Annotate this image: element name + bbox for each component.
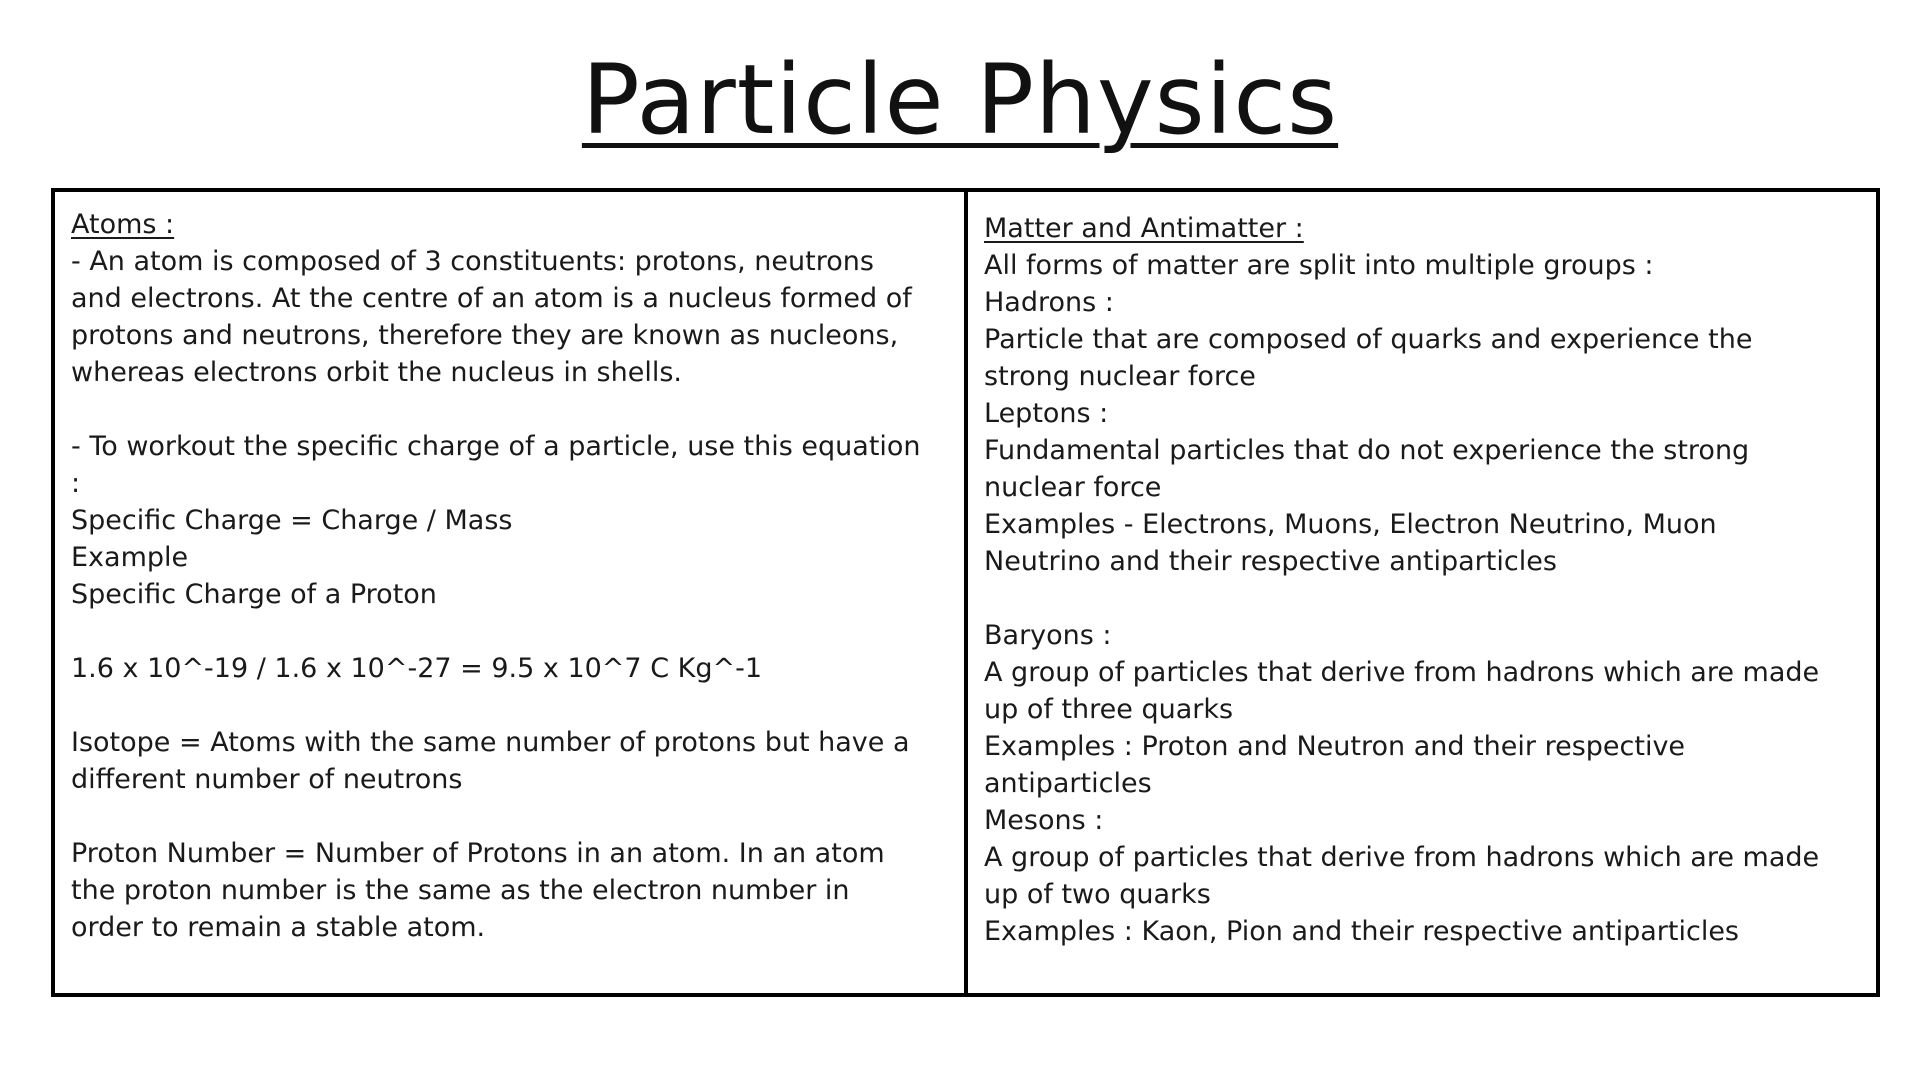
text-line: - To workout the specific charge of a particle, use this equation xyxy=(71,431,921,462)
text-line: Examples - Electrons, Muons, Electron Neutrino, Muon xyxy=(984,509,1717,540)
text-line: : xyxy=(71,468,81,499)
page-title xyxy=(0,40,1920,160)
text-line: protons and neutrons, therefore they are known as nucleons, xyxy=(71,320,899,351)
spacer xyxy=(71,798,948,835)
text-line: different number of neutrons xyxy=(71,764,463,795)
spacer xyxy=(984,580,1860,617)
matter-antimatter-heading: Matter and Antimatter : xyxy=(984,213,1304,244)
proton-number-paragraph xyxy=(71,835,948,946)
groups-paragraph xyxy=(984,247,1860,580)
text-line: up of three quarks xyxy=(984,694,1234,725)
text-line: Leptons : xyxy=(984,398,1109,429)
text-line: the proton number is the same as the electron number in xyxy=(71,875,850,906)
text-line: Examples : Kaon, Pion and their respective antiparticles xyxy=(984,916,1739,947)
text-line: All forms of matter are split into multiple groups : xyxy=(984,250,1654,281)
text-line: order to remain a stable atom. xyxy=(71,912,486,943)
text-line: antiparticles xyxy=(984,768,1152,799)
text-line: Specific Charge = Charge / Mass xyxy=(71,505,513,536)
text-line: Hadrons : xyxy=(984,287,1114,318)
notes-table xyxy=(51,188,1880,997)
text-line: Isotope = Atoms with the same number of protons but have a xyxy=(71,727,910,758)
atoms-column xyxy=(55,192,968,993)
text-line: Example xyxy=(71,542,189,573)
text-line: nuclear force xyxy=(984,472,1162,503)
text-line: Neutrino and their respective antiparticles xyxy=(984,546,1557,577)
text-line: Particle that are composed of quarks and experience the xyxy=(984,324,1753,355)
page-title-text: Particle Physics xyxy=(581,44,1339,156)
spacer xyxy=(71,687,948,724)
atoms-heading: Atoms : xyxy=(71,209,175,240)
spacer xyxy=(71,391,948,428)
text-line: up of two quarks xyxy=(984,879,1211,910)
specific-charge-equation: 1.6 x 10^-19 / 1.6 x 10^-27 = 9.5 x 10^7 C Kg^-1 xyxy=(71,653,763,684)
text-line: and electrons. At the centre of an atom is a nucleus formed of xyxy=(71,283,912,314)
text-line: Baryons : xyxy=(984,620,1112,651)
text-line: strong nuclear force xyxy=(984,361,1256,392)
isotope-paragraph xyxy=(71,724,948,798)
specific-charge-paragraph xyxy=(71,428,948,613)
text-line: whereas electrons orbit the nucleus in shells. xyxy=(71,357,682,388)
text-line: Fundamental particles that do not experience the strong xyxy=(984,435,1750,466)
text-line: Examples : Proton and Neutron and their respective xyxy=(984,731,1686,762)
text-line: Mesons : xyxy=(984,805,1104,836)
atoms-paragraph xyxy=(71,243,948,391)
spacer xyxy=(71,613,948,650)
text-line: - An atom is composed of 3 constituents: protons, neutrons xyxy=(71,246,874,277)
baryons-mesons-paragraph xyxy=(984,617,1860,950)
text-line: A group of particles that derive from hadrons which are made xyxy=(984,657,1820,688)
text-line: Specific Charge of a Proton xyxy=(71,579,437,610)
text-line: Proton Number = Number of Protons in an atom. In an atom xyxy=(71,838,885,869)
matter-antimatter-column xyxy=(968,192,1876,993)
text-line: A group of particles that derive from hadrons which are made xyxy=(984,842,1820,873)
